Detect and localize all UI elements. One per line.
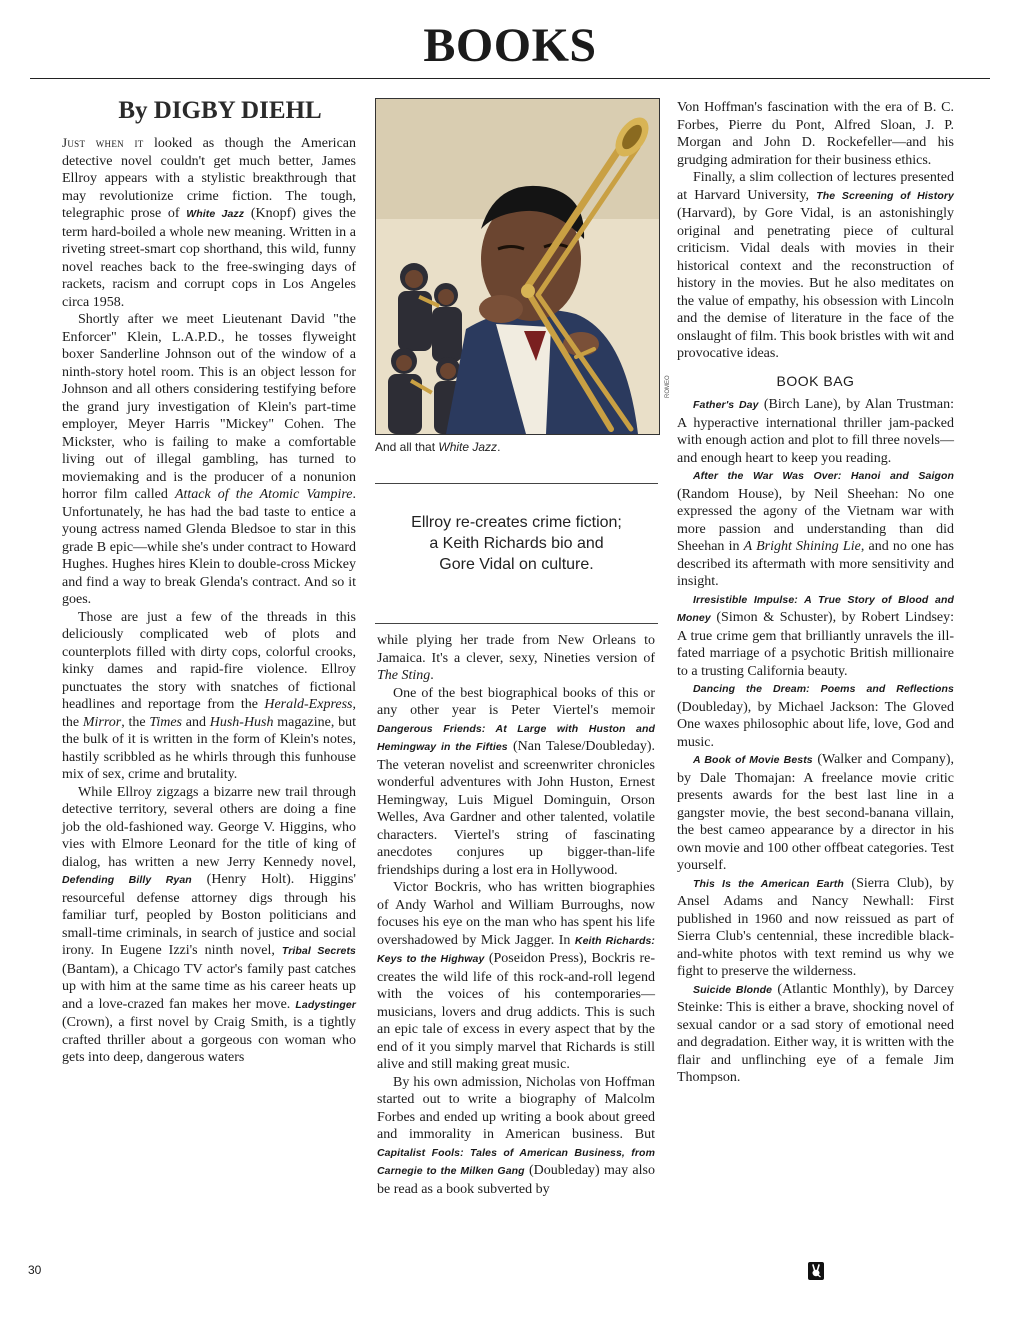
- publication-title: Hush-Hush: [209, 714, 274, 730]
- paragraph: [377, 685, 655, 880]
- paragraph: [377, 632, 655, 685]
- book-bag-entry: [677, 875, 954, 981]
- book-title: Irresistible Impulse: A True Story of Blood and Money: [677, 593, 954, 624]
- publication-title: Mirror: [82, 714, 122, 730]
- section-title: BOOKS: [423, 19, 597, 72]
- text: , the: [121, 714, 150, 730]
- text: By his own admission, Nicholas von Hoffman started out to write a biography of Malcolm Forbes and ended up writing a book about greed and immorality in American business. But: [377, 1074, 655, 1142]
- book-title: Defending Billy Ryan: [62, 874, 192, 886]
- book-title: Tribal Secrets: [281, 945, 356, 957]
- paragraph: [677, 99, 954, 169]
- paragraph: [62, 609, 356, 784]
- book-title-italic: A Bright Shining Lie: [743, 539, 861, 554]
- publication-title: Herald-Express: [264, 697, 353, 712]
- book-title: Ladystinger: [295, 998, 356, 1011]
- book-title: Capitalist Fools: Tales of American Business, from Carnegie to the Milken Gang: [377, 1146, 655, 1177]
- text: while plying her trade from New Orleans to Jamaica. It's a clever, sexy, Nineties version of: [377, 633, 655, 666]
- book-title: Dangerous Friends: At Large with Huston and Hemingway in the Fifties: [377, 722, 655, 753]
- publication-title: Times: [149, 714, 183, 730]
- text: (Walker and Company), by Dale Thomajan: A freelance movie critic presents awards for the best last line in a gangster movie, the best second-banana villain, the best cameo appearance by a director in his own movie and 100 other offbeat categories. Test yourself.: [677, 752, 954, 873]
- text: . Unfortunately, he has had the bad taste to entice a young actress named Glenda Bledsoe to star in this grade B epic—while she's under contract to Howard Hughes. Hughes hires Klein to double-cross Mickey and find a way to break Glenda's contract. And so it goes.: [62, 487, 356, 607]
- paragraph: [377, 879, 655, 1074]
- text: looked as though the American detective novel couldn't get much better, James Ellroy appears with a stylistic breakthrough that may revolutionize crime fiction. The tough, telegraphic prose of: [62, 136, 356, 221]
- book-title: A Book of Movie Bests: [693, 754, 813, 766]
- text: Victor Bockris, who has written biographies of Andy Warhol and William Burroughs, now focuses his eye on the man who has spent his life overshadowed by Mick Jagger. In: [377, 880, 655, 948]
- film-title: The Sting: [377, 668, 431, 683]
- book-bag-entry: [677, 680, 954, 751]
- book-bag-entry: [677, 396, 954, 467]
- book-title: The Screening of History: [816, 189, 954, 202]
- text: (Crown), a first novel by Craig Smith, is a tightly crafted thriller about a gorgeous con woman who gets into deep, dangerous waters: [62, 1015, 356, 1065]
- pull-quote-line: Ellroy re-creates crime fiction;: [411, 514, 622, 531]
- rabbit-head-icon: [808, 1262, 824, 1280]
- book-bag-entry: [677, 467, 954, 591]
- artist-credit: ROMEO: [665, 375, 671, 398]
- book-title: This Is the American Earth: [693, 877, 844, 890]
- book-title: Dancing the Dream: Poems and Reflections: [693, 683, 954, 695]
- text: (Sierra Club), by Ansel Adams and Nancy Newhall: First published in 1960 and now reissued as part of Sierra Club's centennial, these incredible black-and-white photos with text remind us why we fight to preserve the wilderness.: [677, 875, 955, 979]
- text: (Poseidon Press), Bockris re-creates the wild life of this rock-and-roll legend with the voices of his contemporaries—musicians, lovers and drug addicts. This is such an epic tale of excess in every aspect that by the end of it you simply marvel that Richards is still alive and still making great music.: [377, 951, 656, 1072]
- text: (Atlantic Monthly), by Darcey Steinke: This is either a brave, shocking novel of sexual candor or a sad story of emotional need and degradation. Either way, it is written with the flair and unflinching eye of a female Jim Thompson.: [677, 981, 955, 1085]
- trombone-player-icon: [376, 99, 659, 434]
- header-rule: [30, 78, 990, 79]
- film-title: Attack of the Atomic Vampire: [174, 487, 353, 502]
- column-1: [62, 134, 356, 1067]
- caption-book-title: White Jazz: [438, 440, 498, 454]
- text: (Knopf) gives the term hard-boiled a whole new meaning. Written in a riveting street-smart cop shorthand, this wild, funny novel reaches back to the free-swinging days of rackets, racism and corrupt cops in Los Angeles circa 1958.: [62, 206, 356, 310]
- text: .: [430, 668, 434, 683]
- pull-quote-line: Gore Vidal on culture.: [439, 556, 594, 573]
- text: (Doubleday) may also be read as a book subverted by: [377, 1163, 655, 1197]
- book-title: Suicide Blonde: [693, 983, 773, 996]
- book-bag-entry: [677, 591, 954, 681]
- book-bag-entry: [677, 981, 954, 1087]
- text: (Random House), by Neil Sheehan: No one expressed the agony of the Vietnam war with more passion and understanding than did Sheehan in: [677, 486, 954, 554]
- text: (Nan Talese/Doubleday). The veteran novelist and screenwriter chronicles wonderful adventures with John Huston, Ernest Hemingway, Luis Miguel Dominguin, Orson Welles, Ava Gardner and other talented, volatile characters. Viertel's string of fascinating anecdotes conjures up bigger-than-life friendships during a lost era in Hollywood.: [377, 739, 655, 878]
- text: One of the best biographical books of this or any other year is Peter Viertel's memoir: [377, 685, 655, 718]
- byline: By DIGBY DIEHL: [118, 97, 322, 124]
- page-number: 30: [28, 1263, 42, 1277]
- book-bag-heading: BOOK BAG: [776, 372, 855, 389]
- paragraph: [62, 311, 356, 609]
- pull-quote-rule-top: [375, 483, 658, 484]
- text: (Simon & Schuster), by Robert Lindsey: A true crime gem that brilliantly unravels the ill-fated marriage of a psychotic British millionaire to a trusting California beauty.: [677, 610, 954, 679]
- book-title: After the War Was Over: Hanoi and Saigon: [693, 470, 954, 482]
- column-3: [677, 99, 954, 1087]
- text: and: [182, 714, 210, 730]
- text: , the: [62, 697, 356, 730]
- pull-quote-line: a Keith Richards bio and: [429, 535, 604, 552]
- text: magazine, but the bulk of it is written in the form of Klein's notes, hastily scribbled as he whirls through this funhouse mix of sex, crime and brutality.: [62, 714, 357, 782]
- paragraph: [62, 784, 356, 1067]
- text: (Birch Lane), by Alan Trustman: A hyperactive international thriller jam-packed with enough action and plot to fill three novels—and enough heart to keep you reading.: [677, 397, 954, 466]
- text: Finally, a slim collection of lectures presented at Harvard University,: [677, 170, 954, 203]
- text: (Bantam), a Chicago TV actor's family past catches up with him at the same time as his career heats up and a love-crazed fan makes her move.: [62, 961, 356, 1012]
- text: While Ellroy zigzags a bizarre new trail through detective territory, several others are doing a fine job the old-fashioned way. George V. Higgins, who vies with Elmore Leonard for the title of king of dialog, has written a new Jerry Kennedy novel,: [62, 784, 356, 870]
- rabbit-head-icon: [808, 1262, 824, 1280]
- trombone-player-illustration: [375, 98, 660, 435]
- book-title: Father's Day: [693, 399, 759, 411]
- illustration-caption: [375, 440, 500, 454]
- text: , and no one has described its aftermath with more sensitivity and insight.: [677, 539, 955, 589]
- book-bag-entry: [677, 751, 954, 875]
- text: Shortly after we meet Lieutenant David "the Enforcer" Klein, L.A.P.D., he tosses flyweight boxer Sanderline Johnson out of the window of a ninth-story hotel room. This is an object lesson for Johnson and all others considering testifying before the grand jury investigation of Klein's part-time employer, Meyer Harris "Mickey" Cohen. The Mickster, who is failing to make a comfortable living out of illegal gambling, has turned to moviemaking and is the producer of a nonunion horror film called: [62, 312, 356, 502]
- paragraph: [677, 169, 954, 363]
- text: Von Hoffman's fascination with the era of B. C. Forbes, Pierre du Pont, Alfred Sloan, J. P. Morgan and John D. Rockefeller—and his grudging admiration for their business ethics.: [677, 100, 954, 168]
- text: Those are just a few of the threads in this deliciously complicated web of plots and counterplots filled with dirty cops, colorful crooks, kinky dames and rapid-fire violence. Ellroy punctuates the story with snatches of fictional headlines and reportage from the: [62, 609, 356, 712]
- book-title: White Jazz: [186, 208, 245, 220]
- lead-in: Just when it: [62, 135, 144, 150]
- book-title: Keith Richards: Keys to the Highway: [377, 934, 655, 965]
- paragraph: [377, 1074, 655, 1199]
- paragraph: [62, 134, 356, 311]
- caption-text: And all that: [375, 440, 439, 454]
- pull-quote: [375, 512, 658, 575]
- pull-quote-rule-bottom: [375, 623, 658, 624]
- text: (Harvard), by Gore Vidal, is an astonishingly original and penetrating piece of cultural criticism. Vidal deals with movies in their historical context and the reconstruction of history in the movies. But he also meditates on the value of empathy, his obsession with Lincoln and the demise of literature in the face of the onslaught of film. This book bristles with wit and provocative ideas.: [677, 206, 955, 361]
- text: (Doubleday), by Michael Jackson: The Gloved One waxes philosophic about life, love, God and music.: [677, 699, 954, 750]
- column-2: [377, 632, 655, 1198]
- caption-text: .: [497, 440, 501, 454]
- text: (Henry Holt). Higgins' resourceful defense attorney digs through his familiar turf, peopled by Boston politicians and small-time criminals, in search of justice and social irony. In Eugene Izzi's ninth novel,: [62, 872, 357, 958]
